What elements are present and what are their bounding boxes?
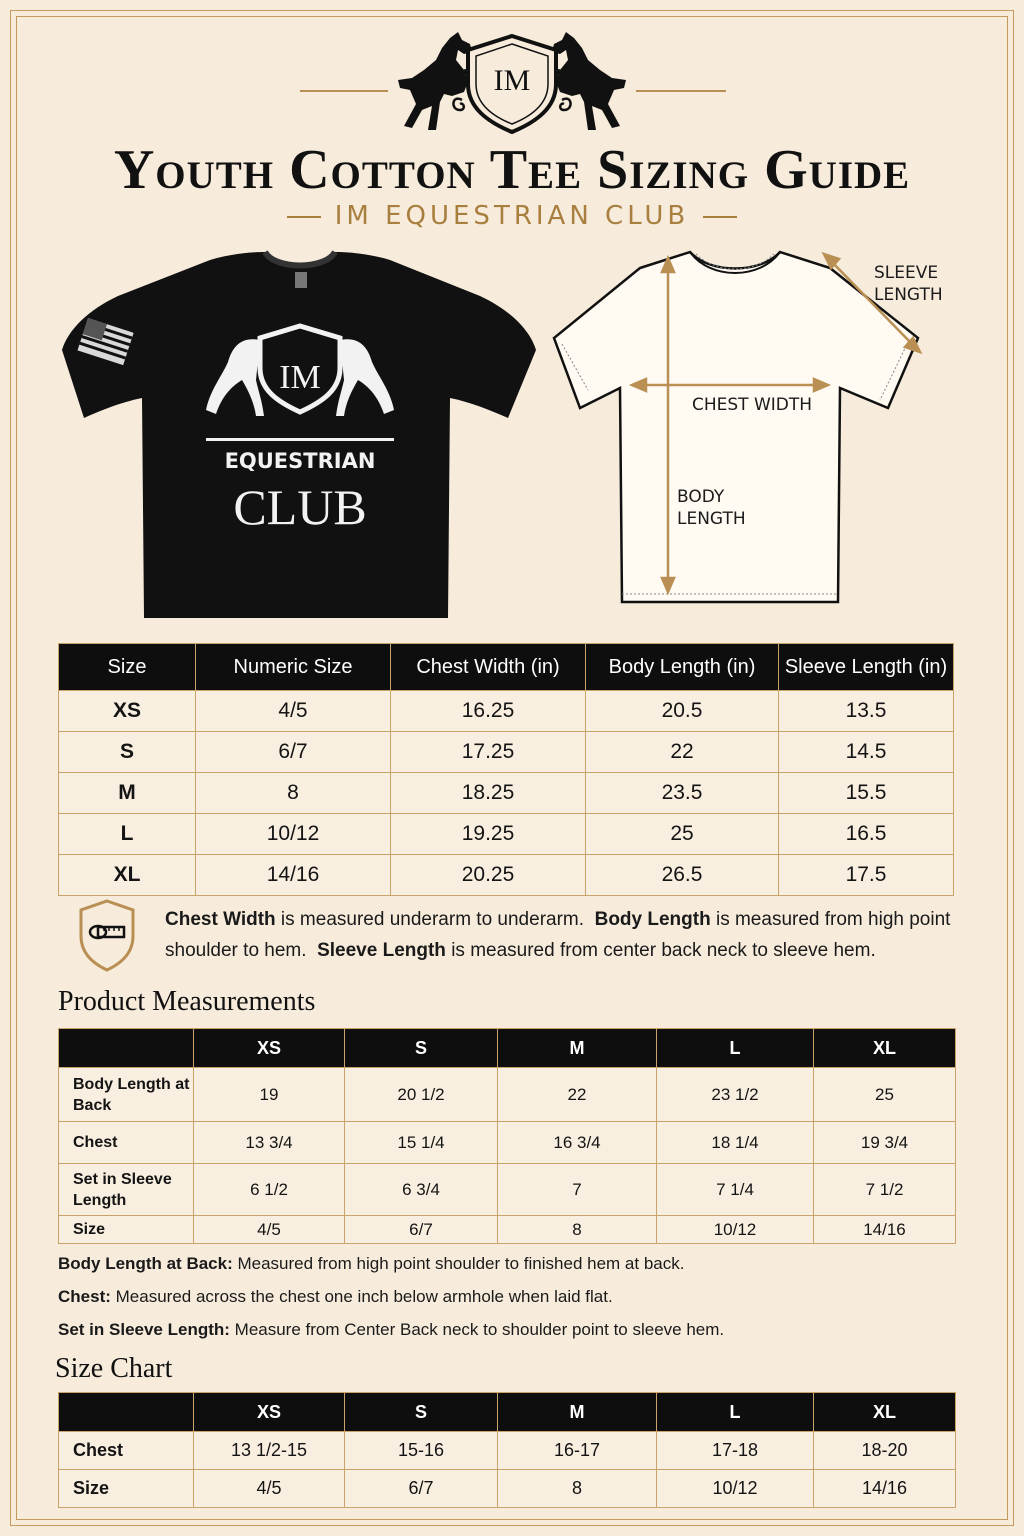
table-cell: 16.25: [391, 691, 586, 732]
table-row: [59, 814, 954, 855]
table-cell: 15 1/4: [345, 1122, 498, 1164]
table-row: [59, 855, 954, 896]
header-cell: L: [657, 1393, 814, 1432]
header-cell: S: [345, 1029, 498, 1068]
size-cell: XS: [59, 691, 196, 732]
definition-body-length: Body Length at Back: Measured from high point shoulder to finished hem at back.: [58, 1254, 685, 1273]
table-cell: 7 1/2: [814, 1164, 956, 1216]
row-label: Chest: [59, 1432, 194, 1470]
table-cell: 25: [814, 1068, 956, 1122]
crest-monogram: IM: [493, 64, 531, 97]
header-cell: Numeric Size: [196, 644, 391, 691]
header-rule-right: [636, 90, 726, 92]
table-cell: 13 1/2-15: [194, 1432, 345, 1470]
header-cell: M: [498, 1029, 657, 1068]
table-cell: 14/16: [814, 1216, 956, 1244]
table-cell: 8: [498, 1470, 657, 1508]
table-cell: 13 3/4: [194, 1122, 345, 1164]
shirt-body: [62, 252, 536, 618]
table-cell: 19: [194, 1068, 345, 1122]
row-label: Set in Sleeve Length: [59, 1164, 194, 1216]
table-cell: 16.5: [779, 814, 954, 855]
table-cell: 19.25: [391, 814, 586, 855]
size-cell: M: [59, 773, 196, 814]
row-label: Chest: [59, 1122, 194, 1164]
page-subtitle: [0, 201, 1024, 231]
table-cell: 16-17: [498, 1432, 657, 1470]
table-cell: 6/7: [196, 732, 391, 773]
size-chart-title: Size Chart: [55, 1353, 173, 1384]
row-label: Body Length at Back: [59, 1068, 194, 1122]
measurement-note: Chest Width is measured underarm to underarm. Body Length is measured from high point shoulder to hem. Sleeve Length is measured from center back neck to sleeve hem.: [165, 909, 951, 961]
table-cell: 20.25: [391, 855, 586, 896]
table-row: [59, 773, 954, 814]
header-rule-left: [300, 90, 388, 92]
definition-chest: Chest: Measured across the chest one inch below armhole when laid flat.: [58, 1287, 613, 1306]
table-cell: 17-18: [657, 1432, 814, 1470]
table-cell: 10/12: [657, 1216, 814, 1244]
table-cell: 7: [498, 1164, 657, 1216]
size-cell: S: [59, 732, 196, 773]
table-cell: 25: [586, 814, 779, 855]
size-chart-table: [58, 1392, 956, 1508]
table-row: [59, 1432, 956, 1470]
table-cell: 20.5: [586, 691, 779, 732]
table-row: [59, 1122, 956, 1164]
header-cell: [59, 1029, 194, 1068]
header-cell: XL: [814, 1393, 956, 1432]
size-table-header: [59, 644, 954, 691]
header-cell: XS: [194, 1029, 345, 1068]
shirt-print-line1: EQUESTRIAN: [224, 449, 376, 473]
header-cell: XS: [194, 1393, 345, 1432]
product-measurements-title: Product Measurements: [58, 986, 316, 1017]
table-cell: 8: [196, 773, 391, 814]
table-cell: 18.25: [391, 773, 586, 814]
table-cell: 22: [586, 732, 779, 773]
table-row: [59, 691, 954, 732]
header-cell: L: [657, 1029, 814, 1068]
shirt-tag: [295, 272, 307, 288]
header-cell: XL: [814, 1029, 956, 1068]
table-cell: 8: [498, 1216, 657, 1244]
table-cell: 13.5: [779, 691, 954, 732]
table-cell: 26.5: [586, 855, 779, 896]
measuring-tape-icon: [78, 898, 136, 972]
row-label: Size: [59, 1216, 194, 1244]
shirt-product-image: [60, 240, 540, 625]
shirt-outline: [554, 252, 918, 602]
header-cell: Body Length (in): [586, 644, 779, 691]
table-row: [59, 732, 954, 773]
shirt-print-line2: CLUB: [233, 479, 367, 535]
table-cell: 17.25: [391, 732, 586, 773]
chest-width-label: CHEST WIDTH: [692, 395, 813, 415]
size-cell: L: [59, 814, 196, 855]
table-row: [59, 1470, 956, 1508]
table-cell: 14.5: [779, 732, 954, 773]
product-table-header: [59, 1029, 956, 1068]
table-cell: 6/7: [345, 1470, 498, 1508]
table-cell: 23.5: [586, 773, 779, 814]
size-table: [58, 643, 954, 896]
table-cell: 17.5: [779, 855, 954, 896]
table-cell: 6 1/2: [194, 1164, 345, 1216]
header-cell: Sleeve Length (in): [779, 644, 954, 691]
body-length-label: BODY LENGTH: [677, 487, 746, 529]
header-cell: Chest Width (in): [391, 644, 586, 691]
table-row: [59, 1068, 956, 1122]
club-name: IM EQUESTRIAN CLUB: [334, 201, 690, 231]
table-row: [59, 1164, 956, 1216]
size-cell: XL: [59, 855, 196, 896]
table-cell: 14/16: [196, 855, 391, 896]
table-cell: 14/16: [814, 1470, 956, 1508]
header-cell: M: [498, 1393, 657, 1432]
header-cell: Size: [59, 644, 196, 691]
shirt-print-monogram: IM: [279, 359, 321, 396]
crest-logo: [392, 30, 632, 140]
table-cell: 20 1/2: [345, 1068, 498, 1122]
header-cell: [59, 1393, 194, 1432]
table-cell: 4/5: [194, 1216, 345, 1244]
table-cell: 4/5: [194, 1470, 345, 1508]
size-chart-header: [59, 1393, 956, 1432]
table-cell: 6 3/4: [345, 1164, 498, 1216]
table-cell: 16 3/4: [498, 1122, 657, 1164]
table-cell: 10/12: [196, 814, 391, 855]
table-cell: 15.5: [779, 773, 954, 814]
table-cell: 19 3/4: [814, 1122, 956, 1164]
sleeve-length-label: SLEEVE LENGTH: [874, 263, 943, 305]
table-cell: 6/7: [345, 1216, 498, 1244]
header-cell: S: [345, 1393, 498, 1432]
table-cell: 18-20: [814, 1432, 956, 1470]
table-cell: 18 1/4: [657, 1122, 814, 1164]
page-title: Youth Cotton Tee Sizing Guide: [113, 139, 911, 201]
table-cell: 23 1/2: [657, 1068, 814, 1122]
table-cell: 4/5: [196, 691, 391, 732]
table-cell: 22: [498, 1068, 657, 1122]
row-label: Size: [59, 1470, 194, 1508]
definition-sleeve-length: Set in Sleeve Length: Measure from Center Back neck to shoulder point to sleeve hem.: [58, 1320, 725, 1339]
product-measurements-table: [58, 1028, 956, 1244]
table-cell: 10/12: [657, 1470, 814, 1508]
table-cell: 15-16: [345, 1432, 498, 1470]
table-cell: 7 1/4: [657, 1164, 814, 1216]
table-row: [59, 1216, 956, 1244]
